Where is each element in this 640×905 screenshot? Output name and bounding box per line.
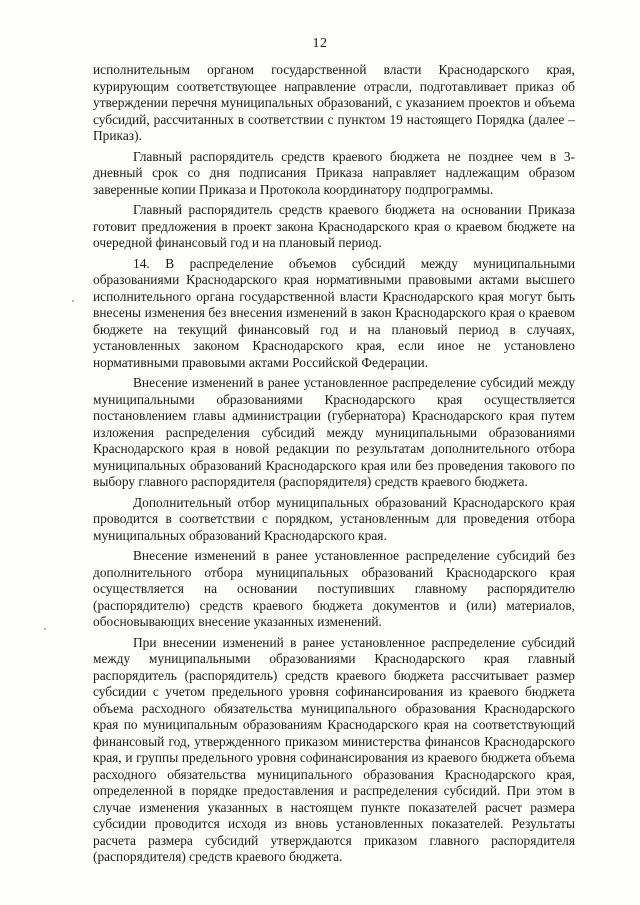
- paragraph-1: исполнительным органом государственной власти Краснодарского края, курирующим соответствующее направление отрасли, подготавливает приказ об утверждении перечня муниципальных образований, с указанием проектов и объема субсидий, рассчитанных в соответствии с пунктом 19 настоящего Порядка (далее – Приказ).: [93, 62, 575, 143]
- scan-speck: [44, 628, 46, 630]
- scan-speck: [72, 300, 74, 302]
- paragraph-2: Главный распорядитель средств краевого бюджета не позднее чем в 3-дневный срок со дня подписания Приказа направляет надлежащим образом заверенные копии Приказа и Протокола координатору подпрограммы.: [93, 148, 575, 197]
- paragraph-7: Внесение изменений в ранее установленное распределение субсидий без дополнительного отбора муниципальных образований Краснодарского края осуществляется на основании поступивших главному распорядителю (распорядителю) средств краевого бюджета документов и (или) материалов, обосновывающих внесение указанных изменений.: [93, 548, 575, 629]
- paragraph-5: Внесение изменений в ранее установленное распределение субсидий между муниципальными образованиями Краснодарского края осуществляется постановлением главы администрации (губернатора) Краснодарского края путем изложения распределения субсидий между муниципальными образованиями Краснодарского края в новой редакции по результатам дополнительного отбора муниципальных образований Краснодарского края или без проведения такового по выбору главного распорядителя (распорядителя) средств краевого бюджета.: [93, 375, 575, 489]
- page-number: 12: [312, 36, 328, 51]
- paragraph-4: 14. В распределение объемов субсидий между муниципальными образованиями Краснодарского края нормативными правовыми актами высшего исполнительного органа государственной власти Краснодарского края могут быть внесены изменения без внесения изменений в закон Краснодарского края о краевом бюджете на текущий финансовый год и на плановый период в случаях, установленных законом Краснодарского края, если иное не установлено нормативными правовыми актами Российской Федерации.: [93, 255, 575, 370]
- paragraph-6: Дополнительный отбор муниципальных образований Краснодарского края проводится в соответствии с порядком, установленным для проведения отбора муниципальных образований Краснодарского края.: [93, 494, 575, 543]
- document-body: [93, 62, 575, 870]
- paragraph-3: Главный распорядитель средств краевого бюджета на основании Приказа готовит предложения в проект закона Краснодарского края о краевом бюджете на очередной финансовый год и на плановый период.: [93, 202, 575, 250]
- paragraph-8: При внесении изменений в ранее установленное распределение субсидий между муниципальными образованиями Краснодарского края главный распорядитель (распорядитель) средств краевого бюджета рассчитывает размер субсидии с учетом предельного уровня софинансирования из краевого бюджета объема расходного обязательства муниципального образования Краснодарского края по муниципальным образованиям Краснодарского края на соответствующий финансовый год, утвержденного приказом министерства финансов Краснодарского края, и группы предельного уровня софинансирования из краевого бюджета объема расходного обязательства муниципального образования Краснодарского края, определенной в порядке предоставления и распределения субсидий. При этом в случае изменения указанных в настоящем пункте показателей расчет размера субсидии проводится исходя из вновь установленных показателей. Результаты расчета размера субсидий утверждаются приказом главного распорядителя (распорядителя) средств краевого бюджета.: [93, 634, 575, 864]
